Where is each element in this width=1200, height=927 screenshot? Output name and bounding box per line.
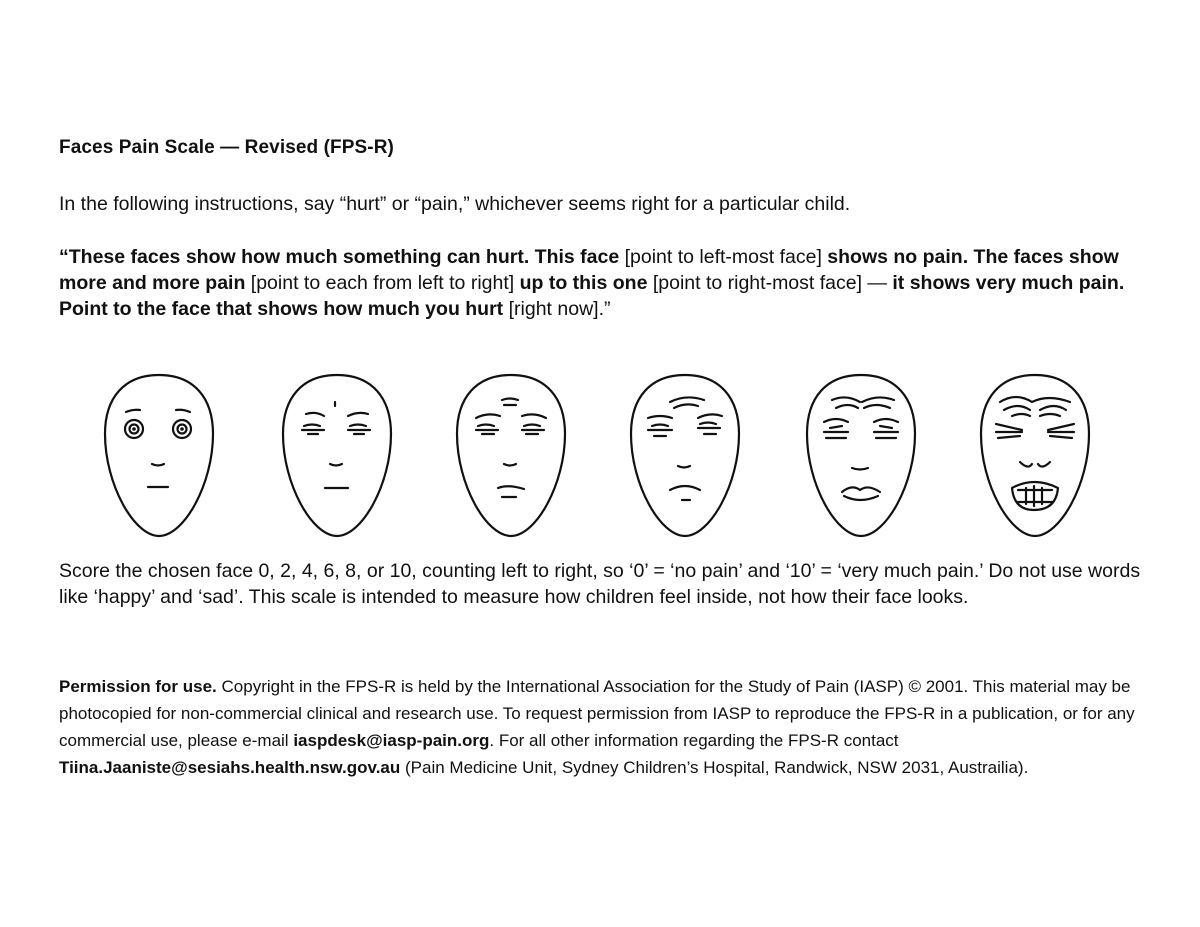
- quote-bold-3: up to this one: [519, 272, 648, 294]
- permission-paragraph: [59, 673, 1159, 781]
- permission-text-3: (Pain Medicine Unit, Sydney Children’s Hospital, Randwick, NSW 2031, Austrailia).: [400, 758, 1029, 777]
- quote-cue-2: [point to each from left to right]: [245, 272, 520, 294]
- face-pain-6-icon: [626, 372, 744, 542]
- scoring-paragraph: Score the chosen face 0, 2, 4, 6, 8, or 10, counting left to right, so ‘0’ = ‘no pain’ and ‘10’ = ‘very much pain.’ Do not use words like ‘happy’ and ‘sad’. This scale is intended to measure how children feel inside, not how their face looks.: [59, 560, 1141, 608]
- face-pain-8-icon: [802, 372, 920, 542]
- quote-bold-4: it shows very much pain. Point to the face that shows how much you hurt: [59, 272, 1125, 320]
- permission-text-2: . For all other information regarding the FPS-R contact: [489, 731, 899, 750]
- faces-row: [0, 372, 1200, 547]
- permission-label: Permission for use.: [59, 677, 217, 696]
- script-quote: [59, 244, 1149, 322]
- permission-text-1: Copyright in the FPS-R is held by the International Association for the Study of Pain (IASP) © 2001. This material may be photocopied for non-commercial clinical and research use. To request permission from IASP to reproduce the FPS-R in a publication, or for any commercial use, please e-mail: [59, 677, 1135, 750]
- quote-bold-1: “These faces show how much something can hurt. This face: [59, 246, 620, 268]
- contact-email-link[interactable]: Tiina.Jaaniste@sesiahs.health.nsw.gov.au: [59, 758, 401, 777]
- quote-cue-4: [right now].”: [503, 298, 611, 320]
- quote-bold-2: shows no pain. The faces show more and more pain: [59, 246, 1119, 294]
- face-pain-2-icon: [278, 372, 396, 542]
- page-title: Faces Pain Scale — Revised (FPS-R): [59, 137, 394, 158]
- quote-cue-1: [point to left-most face]: [619, 246, 828, 268]
- face-pain-4-icon: [452, 372, 570, 542]
- quote-cue-3: [point to right-most face] —: [647, 272, 893, 294]
- iasp-email-link[interactable]: iaspdesk@iasp-pain.org: [293, 731, 490, 750]
- face-no-pain-icon: [100, 372, 218, 542]
- face-very-much-pain-icon: [976, 372, 1094, 542]
- instructions-paragraph: In the following instructions, say “hurt” or “pain,” whichever seems right for a particular child.: [59, 193, 851, 215]
